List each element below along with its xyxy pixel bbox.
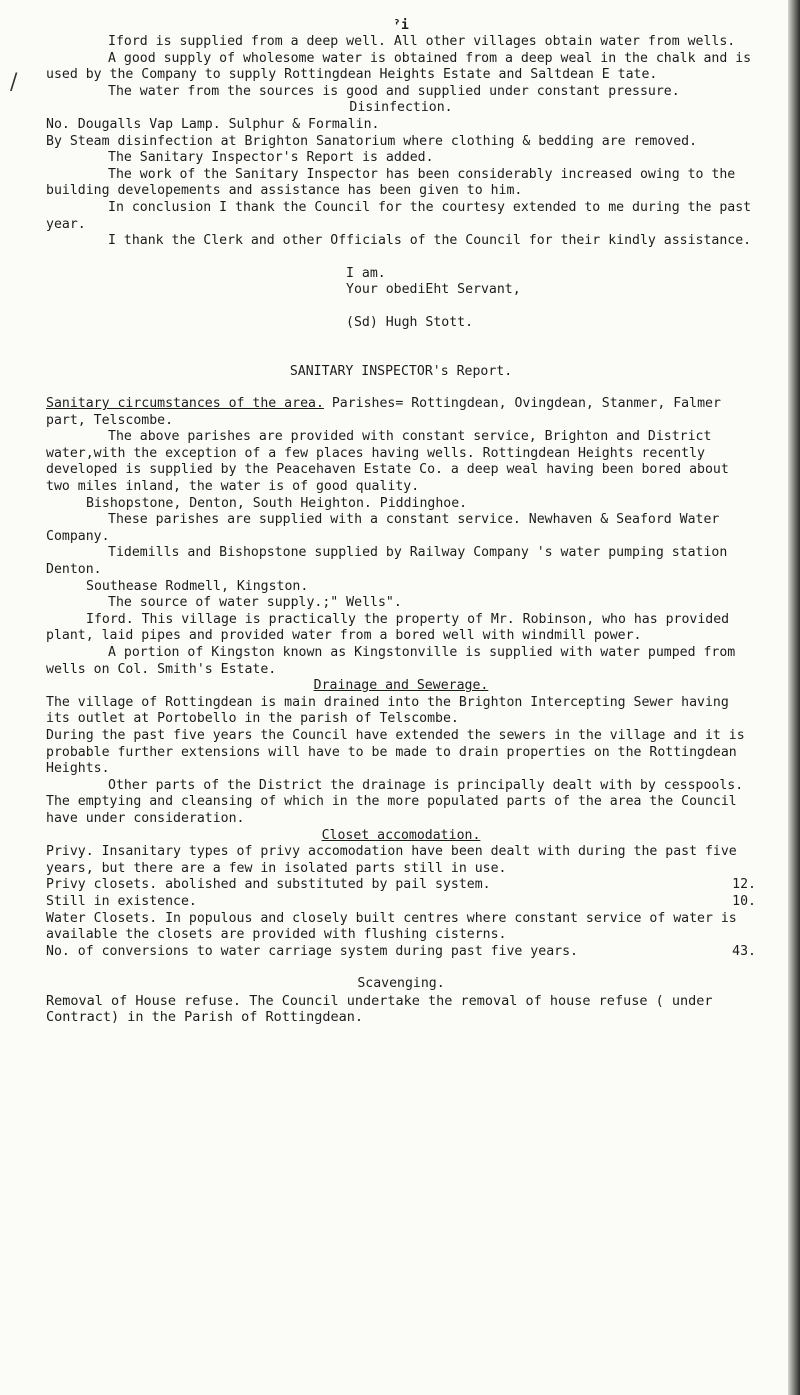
- para-inspector-report: The Sanitary Inspector's Report is added.: [108, 150, 434, 166]
- para-thanks-clerk: I thank the Clerk and other Officials of the Council for their kindly assistance.: [108, 233, 752, 249]
- page-mark: ˀi: [393, 18, 409, 33]
- para-sewers: During the past five years the Council have extended the sewers in the village and it is probable further extensions will have to be made to drain properties on the Rottingdean Heights.: [46, 727, 745, 777]
- para-wholesome-water: A good supply of wholesome water is obtained from a deep weal in the chalk and is used by the Company to supply Rottingdean Heights Estate and Saltdean E tate.: [46, 50, 752, 83]
- para-kingston: A portion of Kingston known as Kingstonville is supplied with water pumped from wells on Col. Smith's Estate.: [46, 645, 736, 677]
- para-cesspools: Other parts of the District the drainage is principally dealt with by cesspools. The emptying and cleansing of which in the more populated parts of the area the Council have under consideration.: [46, 777, 744, 826]
- circumstances-heading: Sanitary circumstances of the area.: [46, 396, 324, 412]
- para-privy: Privy. Insanitary types of privy accomodation have been dealt with during the past five years, but there are a few in isolated parts still in use.: [46, 844, 737, 876]
- para-water-closets: Water Closets. In populous and closely built centres where constant service of water is available the closets are provided with flushing cisterns.: [46, 910, 737, 943]
- para-tidemills: Tidemills and Bishopstone supplied by Railway Company 's water pumping station Denton.: [46, 545, 728, 578]
- closet-heading: Closet accomodation.: [321, 827, 481, 843]
- privy-closets-count: 12.: [732, 877, 756, 893]
- document-body: [46, 18, 756, 1026]
- conversions-label: No. of conversions to water carriage system during past five years.: [46, 943, 578, 959]
- disinfection-methods: No. Dougalls Vap Lamp. Sulphur & Formalin.: [46, 116, 380, 132]
- source-of-supply: The source of water supply.;" Wells".: [108, 595, 402, 611]
- drainage-heading: Drainage and Sewerage.: [313, 678, 489, 694]
- margin-mark: /: [10, 70, 18, 95]
- still-in-existence-count: 10.: [732, 893, 756, 909]
- para-inspector-work: The work of the Sanitary Inspector has been considerably increased owing to the building developements and assistance has been given to him.: [46, 166, 736, 199]
- still-in-existence: Still in existence.: [46, 893, 197, 909]
- para-iford: Iford. This village is practically the property of Mr. Robinson, who has provided plant, laid pipes and provided water from a bored well with windmill power.: [46, 611, 730, 644]
- para-refuse-removal: Removal of House refuse. The Council undertake the removal of house refuse ( under Contract) in the Parish of Rottingdean.: [46, 992, 713, 1026]
- para-conclusion: In conclusion I thank the Council for the courtesy extended to me during the past year.: [46, 199, 752, 232]
- para-water-pressure: The water from the sources is good and supplied under constant pressure.: [108, 83, 680, 99]
- page-edge-shadow: [788, 0, 800, 1395]
- para-drainage: The village of Rottingdean is main drained into the Brighton Intercepting Sewer having its outlet at Portobello in the parish of Telscombe.: [46, 694, 729, 727]
- disinfection-steam: By Steam disinfection at Brighton Sanatorium where clothing & bedding are removed.: [46, 133, 698, 149]
- privy-closets-abolished: Privy closets. abolished and substituted by pail system.: [46, 877, 491, 893]
- parishes-second-group: Bishopstone, Denton, South Heighton. Piddinghoe.: [86, 495, 468, 511]
- para-water-supply: The above parishes are provided with constant service, Brighton and District water,with the exception of a few places having wells. Rottingdean Heights recently developed is supplied by the Peacehaven Estate Co. a deep weal having been bored about two miles inland, the water is of good quality.: [46, 429, 729, 495]
- para-iford-supply: Iford is supplied from a deep well. All other villages obtain water from wells.: [108, 34, 736, 49]
- disinfection-heading: Disinfection.: [349, 100, 453, 116]
- scavenging-heading: Scavenging.: [357, 976, 445, 992]
- circumstances-parishes: Parishes= Rottingdean, Ovingdean, Stanmer, Falmer part, Telscombe.: [46, 396, 721, 428]
- report-title: SANITARY INSPECTOR's Report.: [289, 363, 513, 379]
- closing-i-am: I am.: [346, 265, 386, 281]
- para-parishes-supply: These parishes are supplied with a constant service. Newhaven & Seaford Water Company.: [46, 512, 720, 544]
- closing-servant: Your obediEht Servant,: [346, 282, 521, 298]
- conversions-count: 43.: [732, 943, 756, 959]
- signature: (Sd) Hugh Stott.: [346, 314, 474, 330]
- southease-group: Southease Rodmell, Kingston.: [86, 578, 309, 594]
